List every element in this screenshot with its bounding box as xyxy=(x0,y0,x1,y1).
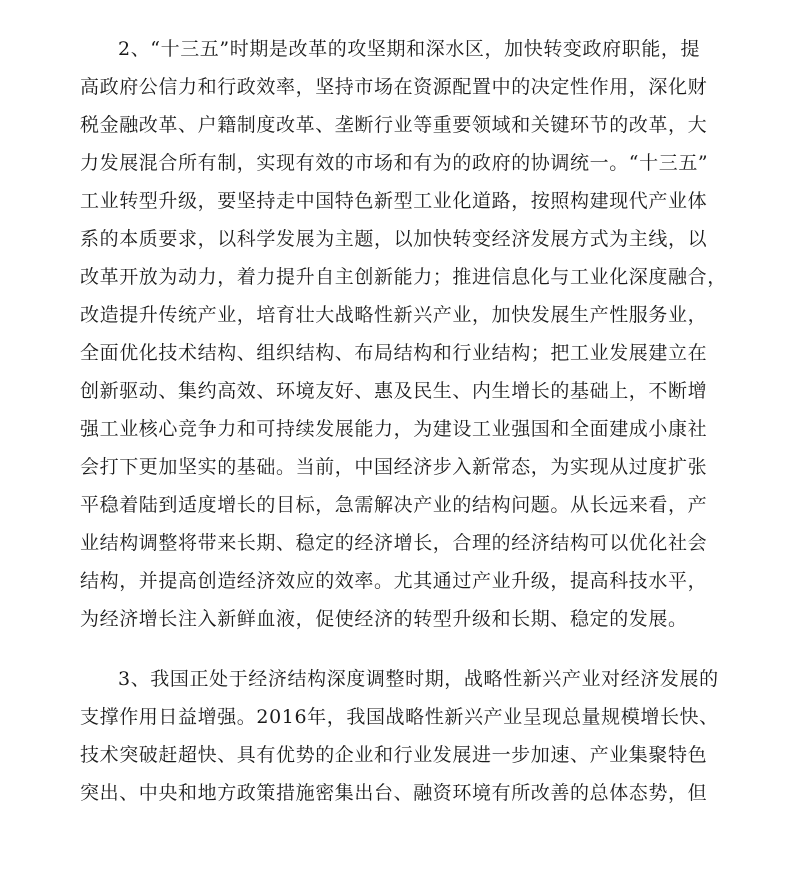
paragraph-1-line-14: 业结构调整将带来长期、稳定的经济增长，合理的经济结构可以优化社会 xyxy=(80,532,708,554)
paragraph-2-line-1: 3、我国正处于经济结构深度调整时期，战略性新兴产业对经济发展的 xyxy=(118,668,719,690)
paragraph-1-line-9: 全面优化技术结构、组织结构、布局结构和行业结构；把工业发展建立在 xyxy=(80,342,708,364)
paragraph-1-line-5: 工业转型升级，要坚持走中国特色新型工业化道路，按照构建现代产业体 xyxy=(80,190,708,212)
paragraph-1-line-8: 改造提升传统产业，培育壮大战略性新兴产业，加快发展生产性服务业， xyxy=(80,304,708,326)
paragraph-1-line-16: 为经济增长注入新鲜血液，促使经济的转型升级和长期、稳定的发展。 xyxy=(80,608,688,630)
paragraph-1-line-13: 平稳着陆到适度增长的目标，急需解决产业的结构问题。从长远来看，产 xyxy=(80,494,708,516)
paragraph-1-line-2: 高政府公信力和行政效率，坚持市场在资源配置中的决定性作用，深化财 xyxy=(80,76,708,98)
paragraph-1-line-12: 会打下更加坚实的基础。当前，中国经济步入新常态，为实现从过度扩张 xyxy=(80,456,708,478)
paragraph-1-line-1: 2、“十三五”时期是改革的攻坚期和深水区，加快转变政府职能，提 xyxy=(118,38,701,60)
paragraph-1-line-10: 创新驱动、集约高效、环境友好、惠及民生、内生增长的基础上，不断增 xyxy=(80,380,708,402)
paragraph-1-line-3: 税金融改革、户籍制度改革、垄断行业等重要领域和关键环节的改革，大 xyxy=(80,114,708,136)
paragraph-2-line-4: 突出、中央和地方政策措施密集出台、融资环境有所改善的总体态势，但 xyxy=(80,782,708,804)
paragraph-2-line-2: 支撑作用日益增强。2016年，我国战略性新兴产业呈现总量规模增长快、 xyxy=(80,706,719,728)
paragraph-1-line-6: 系的本质要求，以科学发展为主题，以加快转变经济发展方式为主线，以 xyxy=(80,228,708,250)
paragraph-1-line-4: 力发展混合所有制，实现有效的市场和有为的政府的协调统一。“十三五” xyxy=(80,152,709,174)
paragraph-1-line-15: 结构，并提高创造经济效应的效率。尤其通过产业升级，提高科技水平， xyxy=(80,570,708,592)
paragraph-1-line-11: 强工业核心竞争力和可持续发展能力，为建设工业强国和全面建成小康社 xyxy=(80,418,708,440)
paragraph-2-line-3: 技术突破赶超快、具有优势的企业和行业发展进一步加速、产业集聚特色 xyxy=(80,744,708,766)
paragraph-1-line-7: 改革开放为动力，着力提升自主创新能力；推进信息化与工业化深度融合， xyxy=(80,266,727,288)
